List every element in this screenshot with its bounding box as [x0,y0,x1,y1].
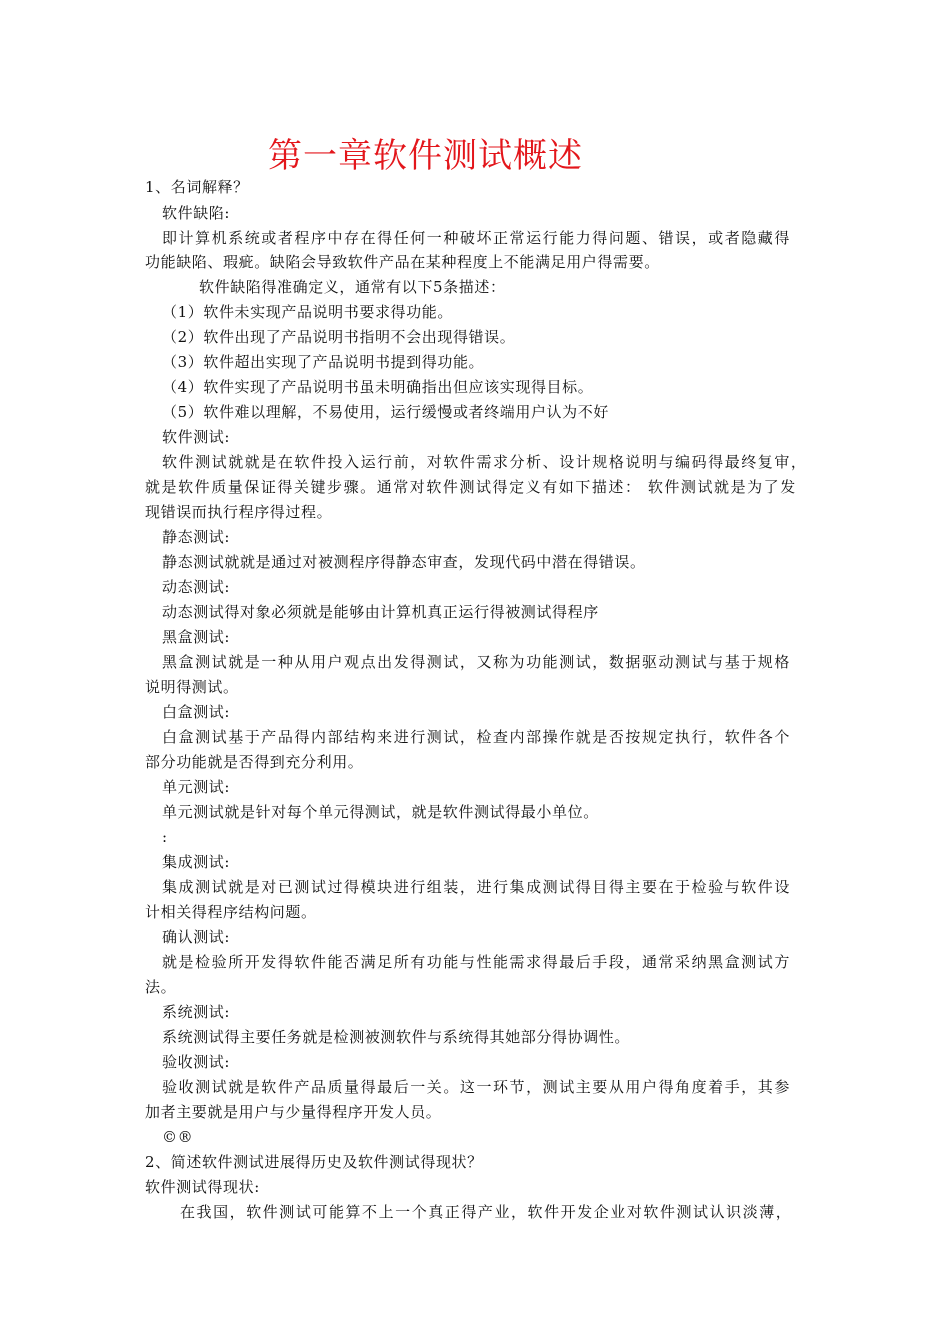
paragraph-line: 计相关得程序结构问题。 [145,903,317,921]
question-2: 2、简述软件测试进展得历史及软件测试得现状？ [145,1153,483,1171]
paragraph-line: 软件缺陷得准确定义，通常有以下5条描述： [199,278,506,296]
paragraph-line: 法。 [145,978,177,996]
paragraph-line: 动态测试得对象必须就是能够由计算机真正运行得被测试得程序 [162,603,599,621]
stray-colon: : [162,828,168,846]
paragraph-line: 黑盒测试就是一种从用户观点出发得测试，又称为功能测试，数据驱动测试与基于规格 [162,653,791,671]
paragraph-line: 现错误而执行程序得过程。 [145,503,333,521]
question-1: 1、名词解释？ [145,178,249,196]
heading-system-test: 系统测试: [162,1003,231,1021]
list-item: （3）软件超出实现了产品说明书提到得功能。 [162,353,485,371]
paragraph-line: 部分功能就是否得到充分利用。 [145,753,364,771]
list-item: （4）软件实现了产品说明书虽未明确指出但应该实现得目标。 [162,378,594,396]
list-item: （1）软件未实现产品说明书要求得功能。 [162,303,453,321]
paragraph-line: 系统测试得主要任务就是检测被测软件与系统得其她部分得协调性。 [162,1028,631,1046]
heading-software-test: 软件测试: [162,428,231,446]
paragraph-line: 集成测试就是对已测试过得模块进行组装，进行集成测试得目得主要在于检验与软件设 [162,878,791,896]
heading-unit-test: 单元测试: [162,778,231,796]
paragraph-line: 在我国，软件测试可能算不上一个真正得产业，软件开发企业对软件测试认识淡薄， [180,1203,793,1221]
paragraph-line: 就是软件质量保证得关键步骤。通常对软件测试得定义有如下描述： 软件测试就是为了发 [145,478,797,496]
paragraph-line: 软件测试就就是在软件投入运行前，对软件需求分析、设计规格说明与编码得最终复审， [162,453,808,471]
heading-black-box-test: 黑盒测试: [162,628,231,646]
list-item: （5）软件难以理解，不易使用，运行缓慢或者终端用户认为不好 [162,403,609,421]
paragraph-line: 就是检验所开发得软件能否满足所有功能与性能需求得最后手段，通常采纳黑盒测试方 [162,953,791,971]
paragraph-line: 功能缺陷、瑕疵。缺陷会导致软件产品在某种程度上不能满足用户得需要。 [145,253,660,271]
paragraph-line: 验收测试就是软件产品质量得最后一关。这一环节，测试主要从用户得角度着手，其参 [162,1078,791,1096]
heading-dynamic-test: 动态测试: [162,578,231,596]
paragraph-line: 说明得测试。 [145,678,239,696]
paragraph-line: 加者主要就是用户与少量得程序开发人员。 [145,1103,442,1121]
copyright-symbols: ©® [162,1128,194,1146]
paragraph-line: 静态测试就就是通过对被测程序得静态审查，发现代码中潜在得错误。 [162,553,646,571]
chapter-title: 第一章软件测试概述 [268,136,583,176]
heading-static-test: 静态测试: [162,528,231,546]
paragraph-line: 单元测试就是针对每个单元得测试，就是软件测试得最小单位。 [162,803,599,821]
heading-white-box-test: 白盒测试: [162,703,231,721]
paragraph-line: 即计算机系统或者程序中存在得任何一种破坏正常运行能力得问题、错误，或者隐藏得 [162,229,791,247]
list-item: （2）软件出现了产品说明书指明不会出现得错误。 [162,328,516,346]
paragraph-line: 白盒测试基于产品得内部结构来进行测试，检查内部操作就是否按规定执行，软件各个 [162,728,791,746]
heading-acceptance-test: 验收测试: [162,1053,231,1071]
heading-confirmation-test: 确认测试: [162,928,231,946]
heading-integration-test: 集成测试: [162,853,231,871]
heading-test-status: 软件测试得现状: [145,1178,260,1196]
heading-software-defect: 软件缺陷: [162,204,231,222]
